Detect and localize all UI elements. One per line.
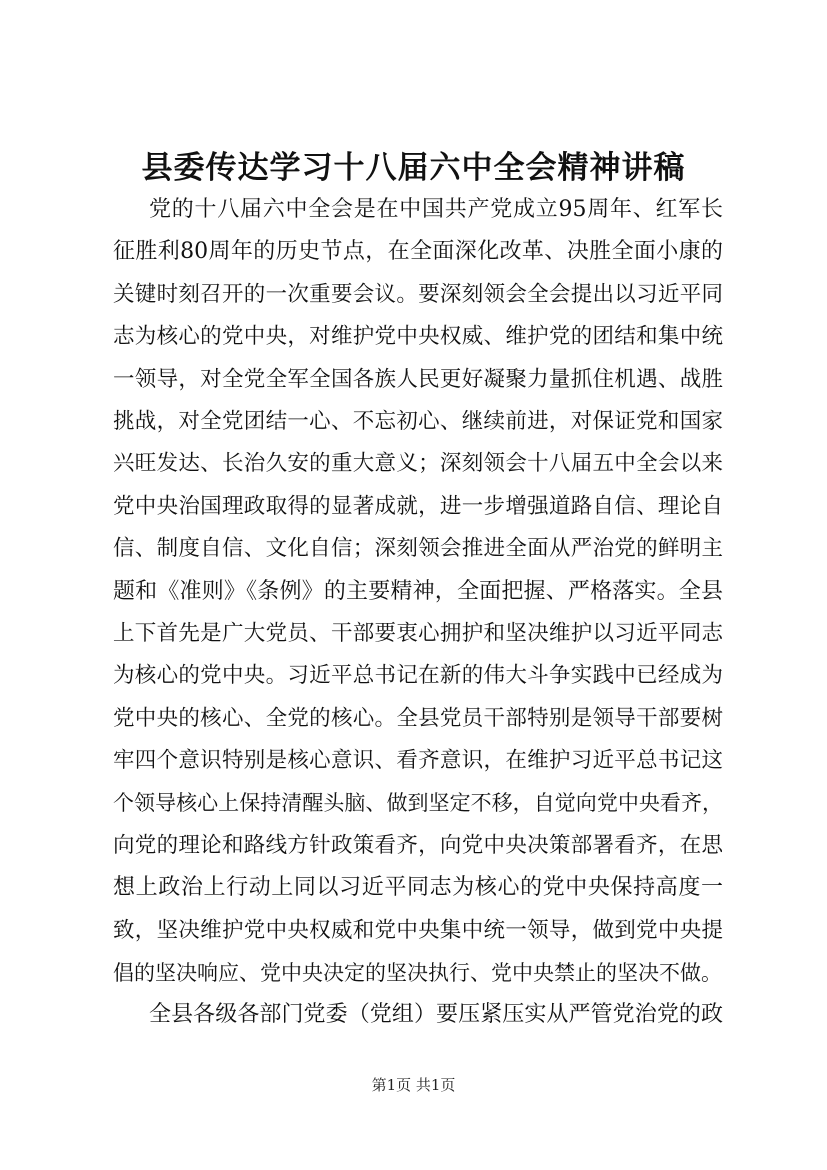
paragraph-line: 牢四个意识特别是核心意识、看齐意识，在维护习近平总书记这 <box>113 748 723 774</box>
paragraph-line: 想上政治上行动上同以习近平同志为核心的党中央保持高度一 <box>113 875 723 901</box>
document-body <box>113 189 723 1037</box>
paragraph-line: 一领导，对全党全军全国各族人民更好凝聚力量抓住机遇、战胜 <box>113 366 723 392</box>
paragraph-line: 关键时刻召开的一次重要会议。要深刻领会全会提出以习近平同 <box>113 281 723 307</box>
paragraph-line: 征胜利80周年的历史节点，在全面深化改革、决胜全面小康的 <box>113 239 723 265</box>
paragraph-line: 倡的坚决响应、党中央决定的坚决执行、党中央禁止的坚决不做。 <box>113 961 722 986</box>
paragraph-line: 信、制度自信、文化自信；深刻领会推进全面从严治党的鲜明主 <box>113 536 723 562</box>
paragraph-line: 上下首先是广大党员、干部要衷心拥护和坚决维护以习近平同志 <box>113 620 723 646</box>
paragraph-line: 兴旺发达、长治久安的重大意义；深刻领会十八届五中全会以来 <box>113 451 723 477</box>
paragraph-line: 全县各级各部门党委（党组）要压紧压实从严管党治党的政 <box>149 1002 723 1028</box>
page-footer: 第1页 共1页 <box>371 1076 456 1094</box>
paragraph-line: 党中央的核心、全党的核心。全县党员干部特别是领导干部要树 <box>113 705 723 731</box>
paragraph-line: 个领导核心上保持清醒头脑、做到坚定不移，自觉向党中央看齐， <box>113 791 723 816</box>
paragraph-line: 挑战，对全党团结一心、不忘初心、继续前进，对保证党和国家 <box>113 408 723 434</box>
paragraph-line: 向党的理论和路线方针政策看齐，向党中央决策部署看齐，在思 <box>113 832 723 858</box>
paragraph-line: 题和《准则》《条例》的主要精神，全面把握、严格落实。全县 <box>113 578 723 604</box>
paragraph-line: 为核心的党中央。习近平总书记在新的伟大斗争实践中已经成为 <box>113 663 723 689</box>
paragraph-line: 党的十八届六中全会是在中国共产党成立95周年、红军长 <box>149 197 723 222</box>
paragraph-line: 致，坚决维护党中央权威和党中央集中统一领导，做到党中央提 <box>113 917 723 943</box>
paragraph-line: 党中央治国理政取得的显著成就，进一步增强道路自信、理论自 <box>113 493 723 519</box>
document-title: 县委传达学习十八届六中全会精神讲稿 <box>141 150 686 186</box>
paragraph-line: 志为核心的党中央，对维护党中央权威、维护党的团结和集中统 <box>113 324 723 350</box>
